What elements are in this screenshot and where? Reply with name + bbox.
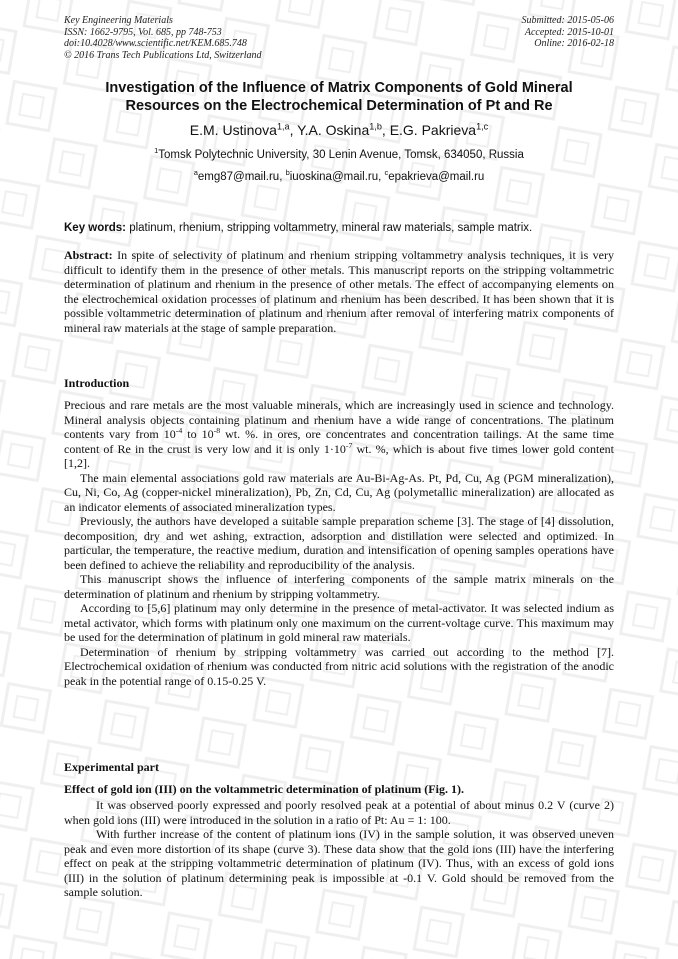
author-name: E.M. Ustinova xyxy=(189,122,277,138)
section-heading-experimental: Experimental part xyxy=(64,760,159,774)
paragraph: According to [5,6] platinum may only determine in the presence of metal-activator. It was selected indium as metal activator, which forms with platinum only one maximum on the current-voltage curve. This maximum may be used for the determination of platinum in gold mineral raw materials. xyxy=(64,601,614,644)
journal-copyright: © 2016 Trans Tech Publications Ltd, Switzerland xyxy=(64,49,262,61)
text-run: to 10 xyxy=(182,427,214,441)
author-separator: , xyxy=(381,122,390,138)
introduction-body xyxy=(64,398,614,688)
email-sup: c xyxy=(384,168,389,178)
paragraph xyxy=(64,398,614,471)
subsection-heading: Effect of gold ion (III) on the voltammetric determination of platinum (Fig. 1). xyxy=(64,782,464,796)
text-run: Precious and rare metals are the most valuable minerals, which are increasingly used in science and technology. Mineral analysis objects containing platinum and rhenium have a wide range of concentrations. The platinum contents vary from 10 xyxy=(64,398,614,441)
text-run: wt. %. in ores, ore concentrates and concentration tailings. At the same time content of Re in the crust is very low and it is only 1·10 xyxy=(64,427,614,456)
email-sup: a xyxy=(193,168,198,178)
journal-header-left xyxy=(64,15,262,61)
paragraph: Determination of rhenium by stripping voltammetry was carried out according to the method [7]. Electrochemical oxidation of rhenium was conducted from nitric acid solutions with the registration of the anodic peak in the potential range of 0.15-0.25 V. xyxy=(64,644,614,688)
abstract-text: In spite of selectivity of platinum and rhenium stripping voltammetry analysis techniques, it is very difficult to identify them in the presence of other metals. This manuscript reports on the stripping voltammetric determination of platinum and rhenium in the presence of other metals. The effect of accompanying elements on the electrochemical oxidation processes of platinum and rhenium has been described. It has been shown that it is possible voltammetric determination of platinum and rhenium after removal of interfering matrix components of mineral raw materials at the stage of sample preparation. xyxy=(64,248,614,335)
email-link[interactable]: iuoskina@mail.ru, xyxy=(289,171,385,183)
paragraph: With further increase of the content of platinum ions (IV) in the sample solution, it was observed uneven peak and even more distortion of its shape (curve 3). These data show that the gold ions (III) have the interfering effect on peak at the stripping voltammetric determination of platinum (IV). Thus, with an excess of gold ions (III) in the solution of platinum determining peak is impossible at -0.1 V. Gold should be removed from the sample solution. xyxy=(64,827,614,899)
journal-name: Key Engineering Materials xyxy=(64,15,173,26)
paragraph: Previously, the authors have developed a suitable sample preparation scheme [3]. The stage of [4] dissolution, decomposition, dry and wet ashing, extraction, adsorption and distillation were selected and optimized. In particular, the temperature, the reactive medium, duration and intensification of opening samples operations have been defined to achieve the reliability and reproducibility of the analysis. xyxy=(64,514,614,572)
affiliation-sup: 1 xyxy=(154,146,159,156)
affiliation xyxy=(64,146,614,161)
exponent: -7 xyxy=(345,440,353,450)
paragraph: The main elemental associations gold raw materials are Au-Bi-Ag-As. Pt, Pd, Cu, Ag (PGM mineralization), Cu, Ni, Co, Ag (copper-nickel mineralization), Pb, Zn, Cd, Cu, Ag (polymetallic mineralization) are allocated as an indicator elements of associated mineralization types. xyxy=(64,470,614,514)
journal-issn: ISSN: 1662-9795, Vol. 685, pp 748-753 xyxy=(64,26,222,38)
author-name: E.G. Pakrieva xyxy=(389,122,477,138)
section-heading-introduction: Introduction xyxy=(64,376,130,390)
abstract-label: Abstract: xyxy=(64,248,113,262)
keywords-label: Key words: xyxy=(64,222,126,234)
online-date: Online: 2016-02-18 xyxy=(534,38,614,49)
keywords-text: platinum, rhenium, stripping voltammetry, mineral raw materials, sample matrix. xyxy=(126,222,533,234)
paragraph: It was observed poorly expressed and poorly resolved peak at a potential of about minus 0.2 V (curve 2) when gold ions (III) were introduced in the solution in a ratio of Pt: Au = 1: 100. xyxy=(64,798,614,827)
accepted-date: Accepted: 2015-10-01 xyxy=(524,26,614,38)
author-sup: 1,c xyxy=(476,121,489,132)
email-sup: b xyxy=(285,168,290,178)
paper-title xyxy=(64,79,614,115)
author-list xyxy=(64,122,614,138)
submitted-date: Submitted: 2015-05-06 xyxy=(521,15,614,26)
exponent: -8 xyxy=(213,426,221,435)
author-emails xyxy=(64,168,614,183)
title-line-1: Investigation of the Influence of Matrix Components of Gold Mineral xyxy=(105,80,573,96)
journal-header-right xyxy=(522,15,615,50)
author-separator: , xyxy=(289,122,298,138)
author-sup: 1,a xyxy=(276,121,290,132)
affiliation-text: Tomsk Polytechnic University, 30 Lenin Avenue, Tomsk, 634050, Russia xyxy=(158,149,524,161)
email-link[interactable]: epakrieva@mail.ru xyxy=(388,171,485,183)
text-run: wt. %, which is about five times lower gold content [1,2]. xyxy=(64,441,615,470)
email-link[interactable]: emg87@mail.ru, xyxy=(197,171,286,183)
exponent: -4 xyxy=(175,426,183,435)
abstract xyxy=(64,248,614,335)
journal-doi: doi:10.4028/www.scientific.net/KEM.685.748 xyxy=(64,38,247,49)
keywords xyxy=(64,222,614,234)
paragraph: This manuscript shows the influence of interfering components of the sample matrix minerals on the determination of platinum and rhenium by stripping voltammetry. xyxy=(64,572,614,601)
title-line-2: Resources on the Electrochemical Determination of Pt and Re xyxy=(125,98,553,114)
experimental-body xyxy=(64,798,614,900)
author-sup: 1,b xyxy=(369,121,382,132)
author-name: Y.A. Oskina xyxy=(297,122,370,138)
